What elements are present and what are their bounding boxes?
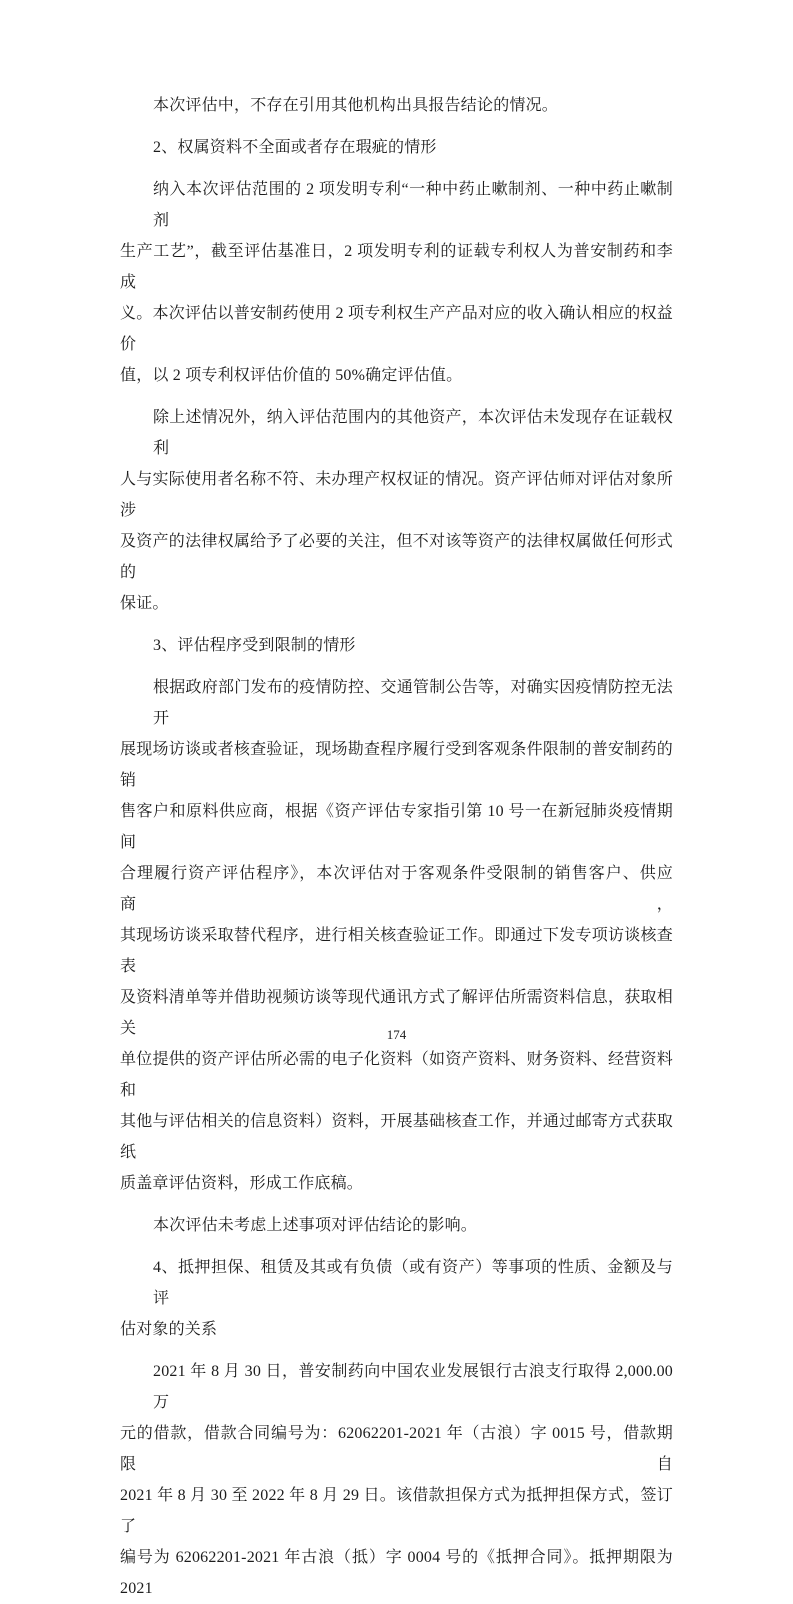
text-line: 编号为 62062201-2021 年古浪（抵）字 0004 号的《抵押合同》。抵押期限为 2021 [120,1549,673,1597]
text-line: 质盖章评估资料，形成工作底稿。 [120,1175,364,1192]
paragraph [120,1356,673,1604]
text-line: 本次评估中，不存在引用其他机构出具报告结论的情况。 [153,97,559,114]
text-line: 2021 年 8 月 30 至 2022 年 8 月 29 日。该借款担保方式为抵押担保方式，签订了 [120,1487,673,1535]
text-line: 单位提供的资产评估所必需的电子化资料（如资产资料、财务资料、经营资料和 [120,1051,673,1099]
paragraph [120,672,673,1199]
paragraph [120,174,673,391]
text-line: 估对象的关系 [120,1321,218,1338]
text-line: 保证。 [120,595,169,612]
text-line: 生产工艺”，截至评估基准日，2 项发明专利的证载专利权人为普安制药和李成 [120,243,673,291]
text-line: 其他与评估相关的信息资料）资料，开展基础核查工作，并通过邮寄方式获取纸 [120,1113,673,1161]
page-number: 174 [386,1027,407,1042]
text-line: 售客户和原料供应商，根据《资产评估专家指引第 10 号一在新冠肺炎疫情期间 [120,803,673,851]
page-footer [0,1026,793,1044]
text-line: 值，以 2 项专利权评估价值的 50%确定评估值。 [120,367,463,384]
text-line: 义。本次评估以普安制药使用 2 项专利权生产产品对应的收入确认相应的权益价 [120,305,673,353]
text-line: 4、抵押担保、租赁及其或有负债（或有资产）等事项的性质、金额及与评 [153,1259,673,1307]
section-heading [120,1252,673,1345]
text-line: 2、权属资料不全面或者存在瑕疵的情形 [153,139,437,156]
text-line: 根据政府部门发布的疫情防控、交通管制公告等，对确实因疫情防控无法开 [153,679,673,727]
text-line: 本次评估未考虑上述事项对评估结论的影响。 [153,1217,478,1234]
text-line: 其现场访谈采取替代程序，进行相关核查验证工作。即通过下发专项访谈核查表 [120,927,673,975]
text-line: 及资料清单等并借助视频访谈等现代通讯方式了解评估所需资料信息，获取相关 [120,989,673,1037]
text-line: 人与实际使用者名称不符、未办理产权权证的情况。资产评估师对评估对象所涉 [120,471,673,519]
document-body [120,90,673,1604]
text-line: 2021 年 8 月 30 日，普安制药向中国农业发展银行古浪支行取得 2,000.00 万 [153,1363,673,1411]
text-line: 纳入本次评估范围的 2 项发明专利“一种中药止嗽制剂、一种中药止嗽制剂 [153,181,673,229]
text-line: 元的借款，借款合同编号为：62062201-2021 年（古浪）字 0015 号，借款期限自 [120,1425,673,1473]
paragraph [120,90,673,121]
text-line: 展现场访谈或者核查验证，现场勘查程序履行受到客观条件限制的普安制药的销 [120,741,673,789]
text-line: 3、评估程序受到限制的情形 [153,637,356,654]
section-heading [120,132,673,163]
paragraph [120,402,673,619]
text-line: 除上述情况外，纳入评估范围内的其他资产，本次评估未发现存在证载权利 [153,409,673,457]
text-line: 及资产的法律权属给予了必要的关注，但不对该等资产的法律权属做任何形式的 [120,533,673,581]
text-line: 合理履行资产评估程序》，本次评估对于客观条件受限制的销售客户、供应商， [120,865,673,913]
paragraph [120,1210,673,1241]
section-heading [120,630,673,661]
